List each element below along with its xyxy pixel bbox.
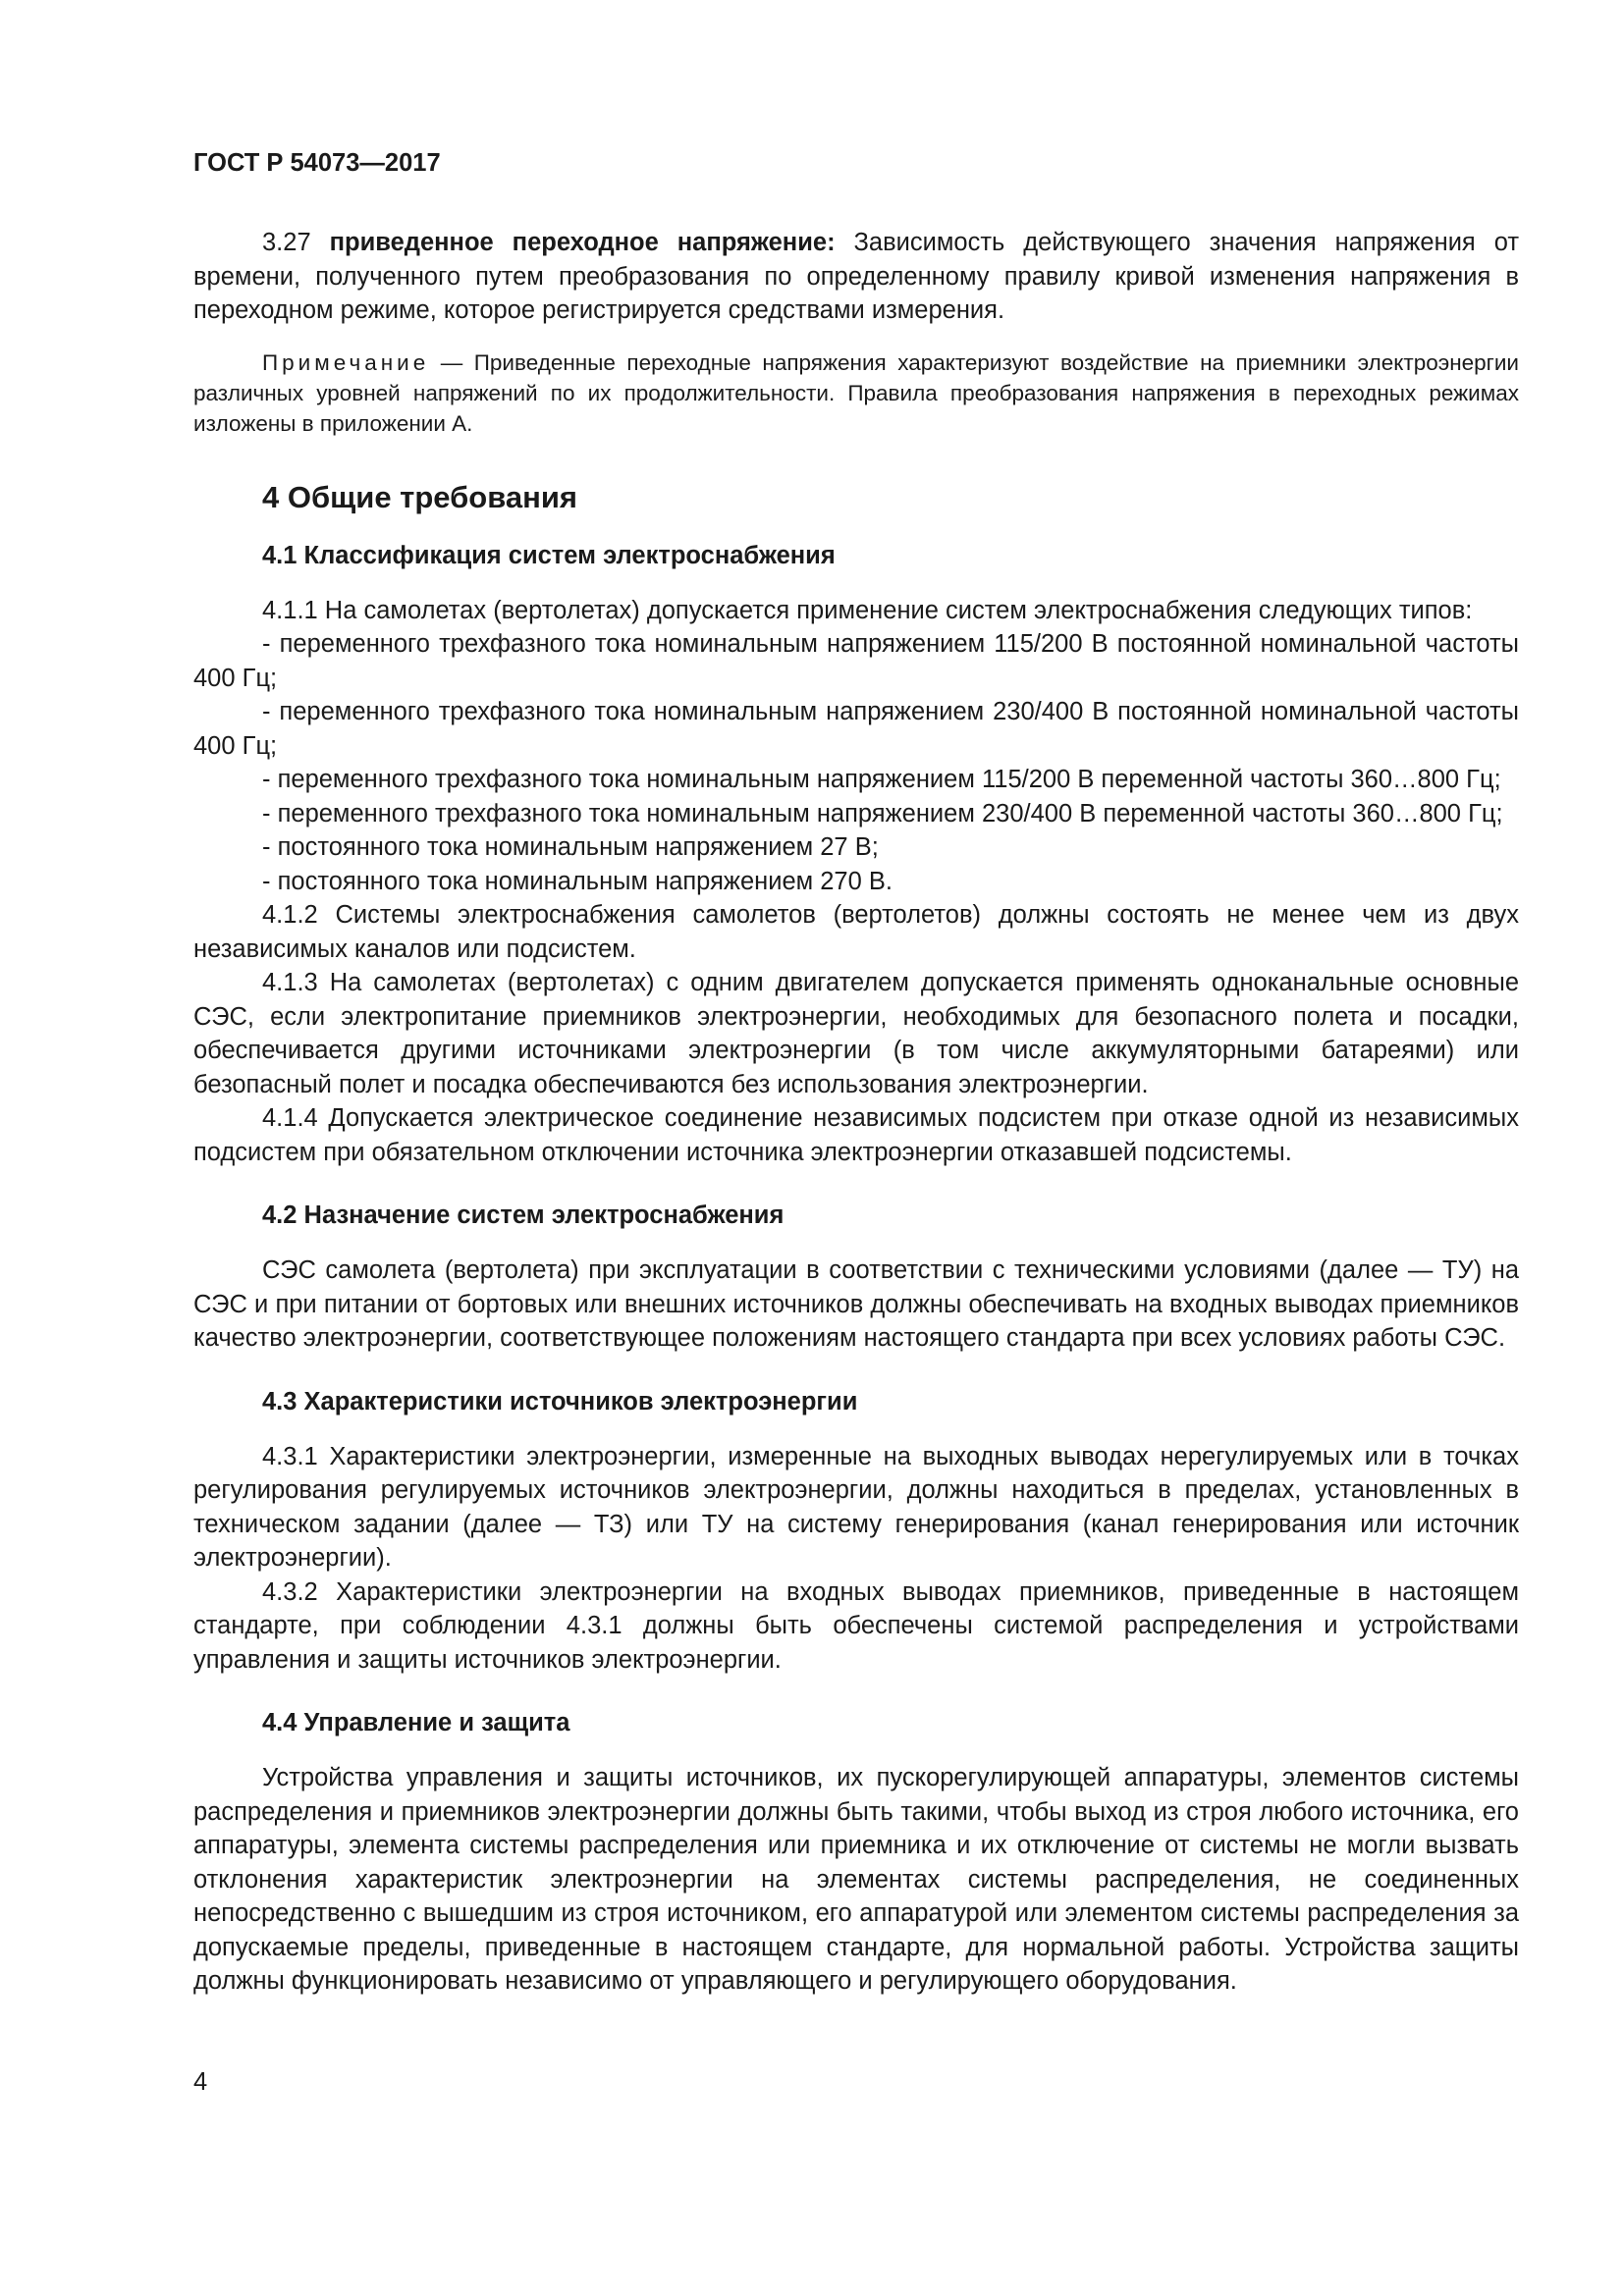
term-number: 3.27	[262, 229, 311, 256]
paragraph-4-4: Устройства управления и защиты источников, их пускорегулирующей аппаратуры, элементов системы распределения и приемников электроэнергии должны быть такими, чтобы выход из строя любого источника, его аппаратуры, элемента системы распределения или приемника и их отключение от системы не могли вызвать отклонения характеристик электроэнергии на элементах системы распределения, не соединенных непосредственно с вышедшим из строя источником, его аппаратурой или элементом системы распределения за допускаемые пределы, приведенные в настоящем стандарте, для нормальной работы. Устройства защиты должны функционировать независимо от управляющего и регулирующего оборудования.	[193, 1764, 1519, 1995]
list-item: - переменного трехфазного тока номинальным напряжением 230/400 В переменной частоты 360…800 Гц;	[262, 799, 1503, 828]
paragraph-4-1-2: 4.1.2 Системы электроснабжения самолетов (вертолетов) должны состоять не менее чем из двух независимых каналов или подсистем.	[193, 901, 1519, 963]
paragraph-4-2: СЭС самолета (вертолета) при эксплуатации в соответствии с техническими условиями (далее — ТУ) на СЭС и при питании от бортовых или внешних источников должны обеспечивать на входных выводах приемников качество электроэнергии, соответствующее положениям настоящего стандарта при всех условиях работы СЭС.	[193, 1256, 1519, 1352]
term-3-27	[193, 226, 1519, 328]
term-title: приведенное переходное напряжение:	[329, 229, 836, 256]
page-number: 4	[193, 2068, 208, 2096]
paragraph-4-3-1: 4.3.1 Характеристики электроэнергии, измеренные на выходных выводах нерегулируемых или в точках регулирования регулируемых источников электроэнергии, должны находиться в пределах, установленных в техническом задании (далее — ТЗ) или ТУ на систему генерирования (канал генерирования или источник электроэнергии).	[193, 1442, 1519, 1572]
section-4-2-heading: 4.2 Назначение систем электроснабжения	[262, 1201, 785, 1229]
term-text: Зависимость действующего значения напряжения от времени, полученного путем преобразования по определенному правилу кривой изменения напряжения в переходном режиме, которое регистрируется средствами измерения.	[193, 229, 1520, 324]
section-4-4-heading: 4.4 Управление и защита	[262, 1709, 570, 1736]
list-item: - переменного трехфазного тока номинальным напряжением 230/400 В постоянной номинальной частоты 400 Гц;	[193, 698, 1519, 760]
section-4-heading: 4 Общие требования	[262, 479, 577, 514]
paragraph-4-1-3: 4.1.3 На самолетах (вертолетах) с одним двигателем допускается применять одноканальные основные СЭС, если электропитание приемников электроэнергии, необходимых для безопасного полета и посадки, обеспечивается другими источниками электроэнергии (в том числе аккумуляторными батареями) или безопасный полет и посадка обеспечиваются без использования электроэнергии.	[193, 969, 1519, 1098]
term-note	[193, 347, 1519, 439]
paragraph-4-1-1: 4.1.1 На самолетах (вертолетах) допускается применение систем электроснабжения следующих типов:	[262, 596, 1473, 624]
paragraph-4-1-4: 4.1.4 Допускается электрическое соединение независимых подсистем при отказе одной из независимых подсистем при обязательном отключении источника электроэнергии отказавшей подсистемы.	[193, 1104, 1519, 1166]
note-text: — Приведенные переходные напряжения характеризуют воздействие на приемники электроэнергии различных уровней напряжений по их продолжительности. Правила преобразования напряжения в переходных режимах изложены в приложении А.	[193, 349, 1519, 436]
list-item: - постоянного тока номинальным напряжением 270 В.	[262, 867, 893, 895]
list-item: - постоянного тока номинальным напряжением 27 В;	[262, 833, 879, 861]
list-item: - переменного трехфазного тока номинальным напряжением 115/200 В постоянной номинальной частоты 400 Гц;	[193, 630, 1519, 692]
section-4-3-heading: 4.3 Характеристики источников электроэнергии	[262, 1387, 858, 1415]
document-page	[193, 147, 1519, 1999]
document-header: ГОСТ Р 54073—2017	[193, 149, 441, 177]
paragraph-4-3-2: 4.3.2 Характеристики электроэнергии на входных выводах приемников, приведенные в настоящем стандарте, при соблюдении 4.3.1 должны быть обеспечены системой распределения и устройствами управления и защиты источников электроэнергии.	[193, 1577, 1519, 1674]
note-label: Примечание	[262, 349, 430, 375]
section-4-1-heading: 4.1 Классификация систем электроснабжения	[262, 541, 836, 569]
list-item: - переменного трехфазного тока номинальным напряжением 115/200 В переменной частоты 360…800 Гц;	[262, 766, 1501, 793]
